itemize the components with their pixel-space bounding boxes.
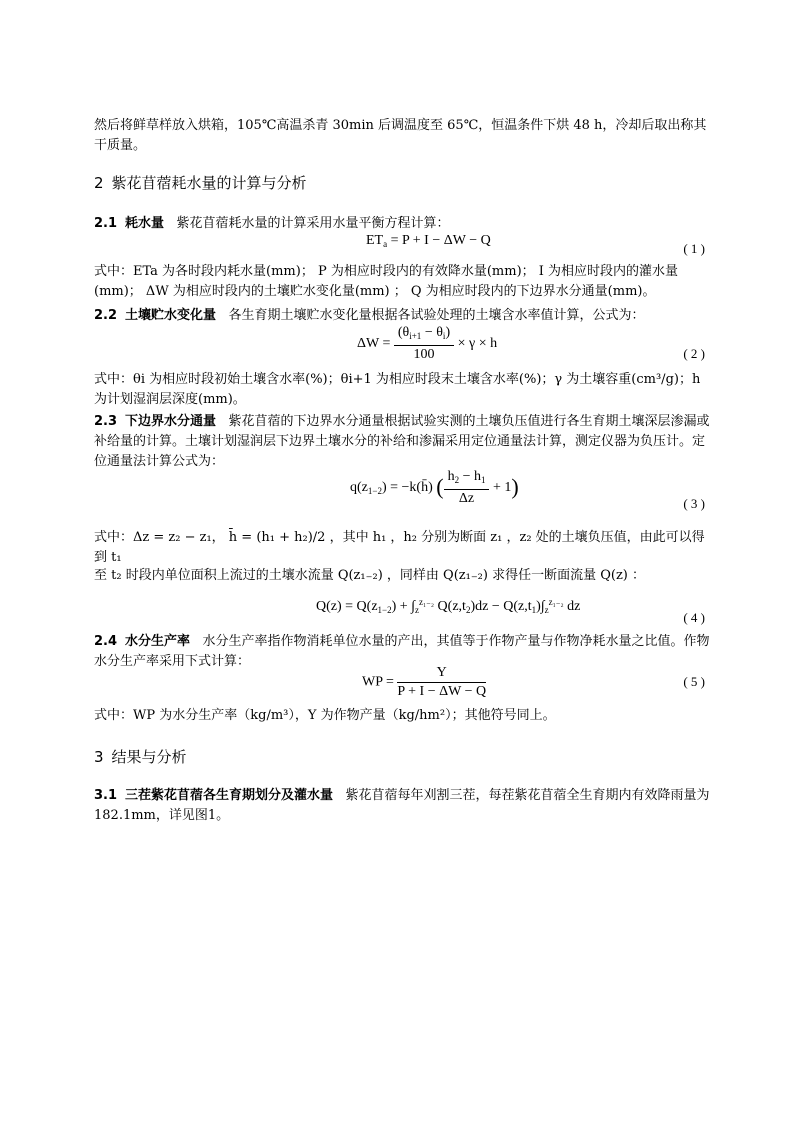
equation-4-number: ( 4 ) — [683, 610, 705, 625]
section-2-heading: 2 紫花苜蓿耗水量的计算与分析 — [94, 174, 307, 192]
equation-5-where: 式中：WP 为水分生产率（kg/m³），Y 为作物产量（kg/hm²）；其他符号同上。 — [94, 708, 556, 723]
section-2-4-paragraph: 2.4 水分生产率 水分生产率指作物消耗单位水量的产出，其值等于作物产量与作物净耗水量之比值。作物水分生产率采用下式计算： — [94, 634, 710, 669]
equation-3: $q(z_{1-2})$ = −k(h̄) ( $\frac{h_2 - h_1}{\Delta z}$ + 1) — [350, 469, 519, 506]
section-3-heading: 3 结果与分析 — [94, 748, 187, 766]
equation-1-where: 式中：ETa 为各时段内耗水量(mm)； P 为相应时段内的有效降水量(mm)； I 为相应时段内的灌水量(mm)； ΔW 为相应时段内的土壤贮水变化量(mm) ； Q 为相应时段内的下边界水分通量(mm)。 — [94, 264, 679, 299]
equation-2-number: ( 2 ) — [683, 346, 705, 361]
section-3-1-paragraph: 3.1 三茬紫花苜蓿各生育期划分及灌水量 紫花苜蓿每年刈割三茬，每茬紫花苜蓿全生育期内有效降雨量为182.1mm，详见图1。 — [94, 788, 710, 823]
section-2-2-paragraph: 2.2 土壤贮水变化量 各生育期土壤贮水变化量根据各试验处理的土壤含水率值计算，公式为： — [94, 308, 645, 323]
section-2-1-paragraph: 2.1 耗水量 紫花苜蓿耗水量的计算采用水量平衡方程计算： — [94, 216, 450, 231]
equation-1-number: ( 1 ) — [683, 241, 705, 256]
intro-paragraph: 然后将鲜草样放入烘箱，105℃高温杀青 30min 后调温度至 65℃，恒温条件下烘 48 h，冷却后取出称其干质量。 — [94, 118, 707, 153]
equation-5-number: ( 5 ) — [683, 674, 705, 689]
equation-3-number: ( 3 ) — [683, 496, 705, 511]
equation-2: ΔW = $\frac{(\theta_{i+1} - \theta_i)}{100}$ × γ × h — [357, 325, 498, 362]
equation-2-where: 式中：θi 为相应时段初始土壤含水率(%)；θi+1 为相应时段末土壤含水率(%)；γ 为土壤容重(cm³/g)；h 为计划湿润层深度(mm)。 — [94, 372, 701, 407]
section-2-3-paragraph: 2.3 下边界水分通量 紫花苜蓿的下边界水分通量根据试验实测的土壤负压值进行各生育期土壤深层渗漏或补给量的计算。土壤计划湿润层下边界土壤水分的补给和渗漏采用定位通量法计算，测定仪器为负压计。定位通量法计算公式为： — [94, 414, 710, 469]
equation-1: $ET_a = P + I - \Delta W - Q$ — [366, 233, 491, 249]
equation-3-where-line2: 至 t₂ 时段内单位面积上流过的土壤水流量 Q(z₁₋₂) ，同样由 Q(z₁₋₂) 求得任一断面流量 Q(z) ： — [94, 568, 646, 583]
equation-4: $Q(z) = Q(z_{1-2}) + \int_z^{z_{1-2}}$ $Q(z,t_2)dz - Q(z,t_1)\int_z^{z_{1-2}}$ dz — [316, 597, 581, 615]
equation-3-where-line1: 式中：Δz = z₂ − z₁， h̄ = (h₁ + h₂)/2 ，其中 h₁ ，h₂ 分别为断面 z₁ ，z₂ 处的土壤负压值，由此可以得到 t₁ — [94, 530, 705, 565]
equation-5: WP = $\frac{Y}{P + I - \Delta W - Q}$ — [362, 665, 487, 699]
